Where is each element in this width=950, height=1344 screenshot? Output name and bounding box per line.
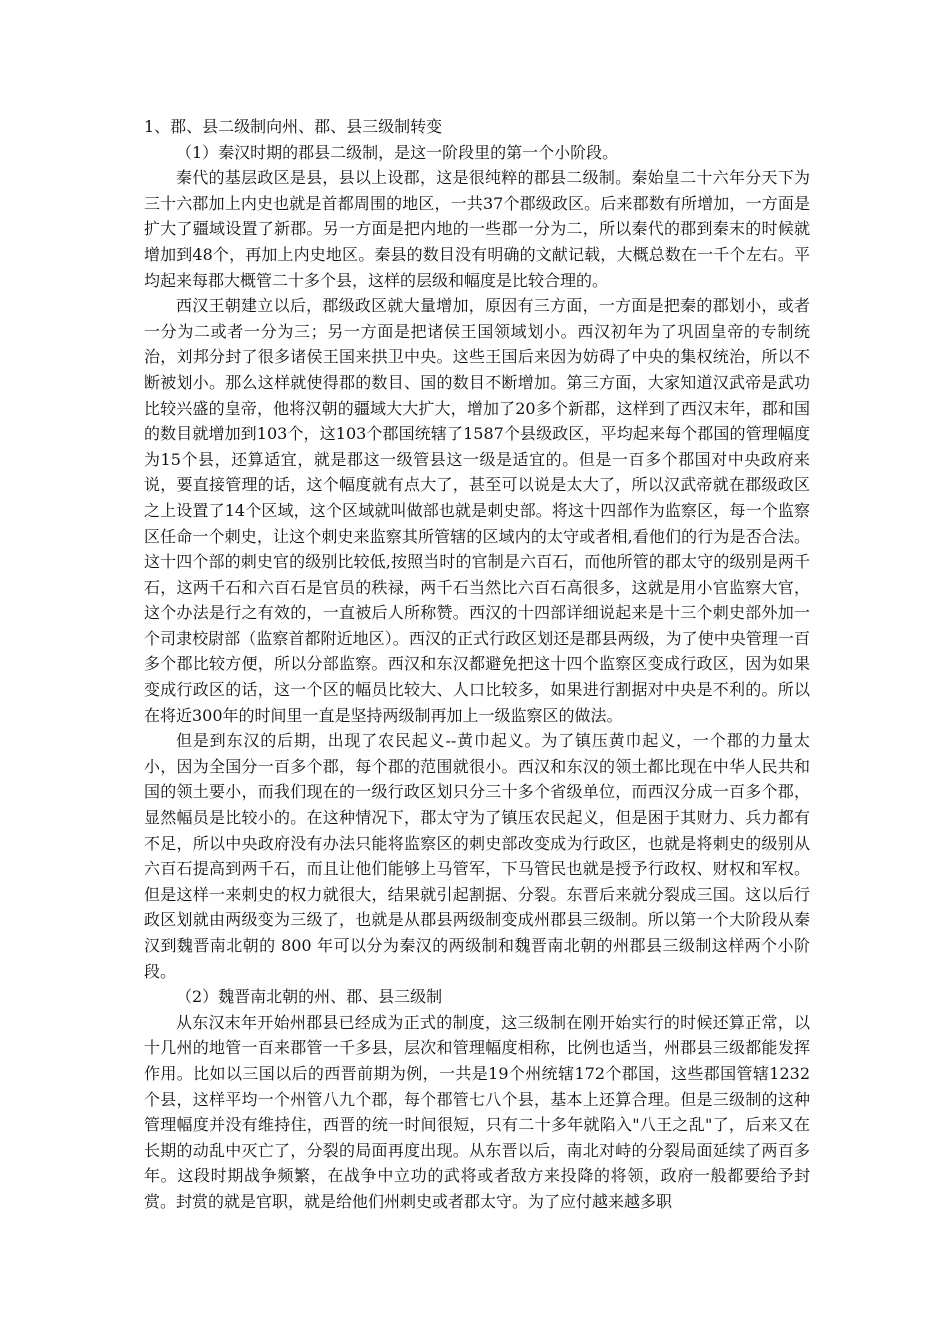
paragraph-1: 秦代的基层政区是县，县以上设郡，这是很纯粹的郡县二级制。秦始皇二十六年分天下为三十六郡加上内史也就是首都周围的地区，一共37个郡级政区。后来郡数有所增加，一方面是扩大了疆域设置了新郡。另一方面是把内地的一些郡一分为二，所以秦代的郡到秦末的时候就增加到48个，再加上内史地区。秦县的数目没有明确的文献记载，大概总数在一千个左右。平均起来每郡大概管二十多个县，这样的层级和幅度是比较合理的。	[144, 168, 810, 290]
section-heading: 1、郡、县二级制向州、郡、县三级制转变	[144, 117, 443, 136]
paragraph-3: 但是到东汉的后期，出现了农民起义--黄巾起义。为了镇压黄巾起义，一个郡的力量太小，因为全国分一百多个郡，每个郡的范围就很小。西汉和东汉的领土都比现在中华人民共和国的领土要小，而我们现在的一级行政区划只分三十多个省级单位，而西汉分成一百多个郡，显然幅员是比较小的。在这种情况下，郡太守为了镇压农民起义，但是困于其财力、兵力都有不足，所以中央政府没有办法只能将监察区的刺史部改变成为行政区，也就是将刺史的级别从六百石提高到两千石，而且让他们能够上马管军，下马管民也就是授予行政权、财权和军权。但是这样一来刺史的权力就很大，结果就引起割据、分裂。东晋后来就分裂成三国。这以后行政区划就由两级变为三级了，也就是从郡县两级制变成州郡县三级制。所以第一个大阶段从秦汉到魏晋南北朝的 800 年可以分为秦汉的两级制和魏晋南北朝的州郡县三级制这样两个小阶段。	[144, 731, 810, 981]
paragraph-4: 从东汉末年开始州郡县已经成为正式的制度，这三级制在刚开始实行的时候还算正常，以十几州的地管一百来郡管一千多县，层次和管理幅度相称，比例也适当，州郡县三级都能发挥作用。比如以三国以后的西晋前期为例，一共是19个州统辖172个郡国，这些郡国管辖1232个县，这样平均一个州管八九个郡，每个郡管七八个县，基本上还算合理。但是三级制的这种管理幅度并没有维持住，西晋的统一时间很短，只有二十多年就陷入"八王之乱"了，后来又在长期的动乱中灭亡了，分裂的局面再度出现。从东晋以后，南北对峙的分裂局面延续了两百多年。这段时期战争频繁，在战争中立功的武将或者敌方来投降的将领，政府一般都要给予封赏。封赏的就是官职，就是给他们州刺史或者郡太守。为了应付越来越多职	[144, 1012, 810, 1211]
document-page	[144, 114, 810, 1215]
subsection-title-1: （1）秦汉时期的郡县二级制，是这一阶段里的第一个小阶段。	[176, 142, 619, 162]
subsection-title-2: （2）魏晋南北朝的州、郡、县三级制	[176, 987, 443, 1007]
paragraph-2: 西汉王朝建立以后，郡级政区就大量增加，原因有三方面，一方面是把秦的郡划小，或者一分为二或者一分为三；另一方面是把诸侯王国领域划小。西汉初年为了巩固皇帝的专制统治，刘邦分封了很多诸侯王国来拱卫中央。这些王国后来因为妨碍了中央的集权统治，所以不断被划小。那么这样就使得郡的数目、国的数目不断增加。第三方面，大家知道汉武帝是武功比较兴盛的皇帝，他将汉朝的疆域大大扩大，增加了20多个新郡，这样到了西汉末年，郡和国的数目就增加到103个，这103个郡国统辖了1587个县级政区，平均起来每个郡国的管理幅度为15个县，还算适宜，就是郡这一级管县这一级是适宜的。但是一百多个郡国对中央政府来说，要直接管理的话，这个幅度就有点大了，甚至可以说是太大了，所以汉武帝就在郡级政区之上设置了14个区域，这个区域就叫做部也就是刺史部。将这十四部作为监察区，每一个监察区任命一个刺史，让这个刺史来监察其所管辖的区域内的太守或者相,看他们的行为是否合法。这十四个部的刺史官的级别比较低,按照当时的官制是六百石，而他所管的郡太守的级别是两千石，这两千石和六百石是官员的秩禄，两千石当然比六百石高很多，这就是用小官监察大官，这个办法是行之有效的，一直被后人所称赞。西汉的十四部详细说起来是十三个刺史部外加一个司隶校尉部（监察首都附近地区）。西汉的正式行政区划还是郡县两级，为了使中央管理一百多个郡比较方便，所以分部监察。西汉和东汉都避免把这十四个监察区变成行政区，因为如果变成行政区的话，这一个区的幅员比较大、人口比较多，如果进行割据对中央是不利的。所以在将近300年的时间里一直是坚持两级制再加上一级监察区的做法。	[144, 296, 810, 725]
